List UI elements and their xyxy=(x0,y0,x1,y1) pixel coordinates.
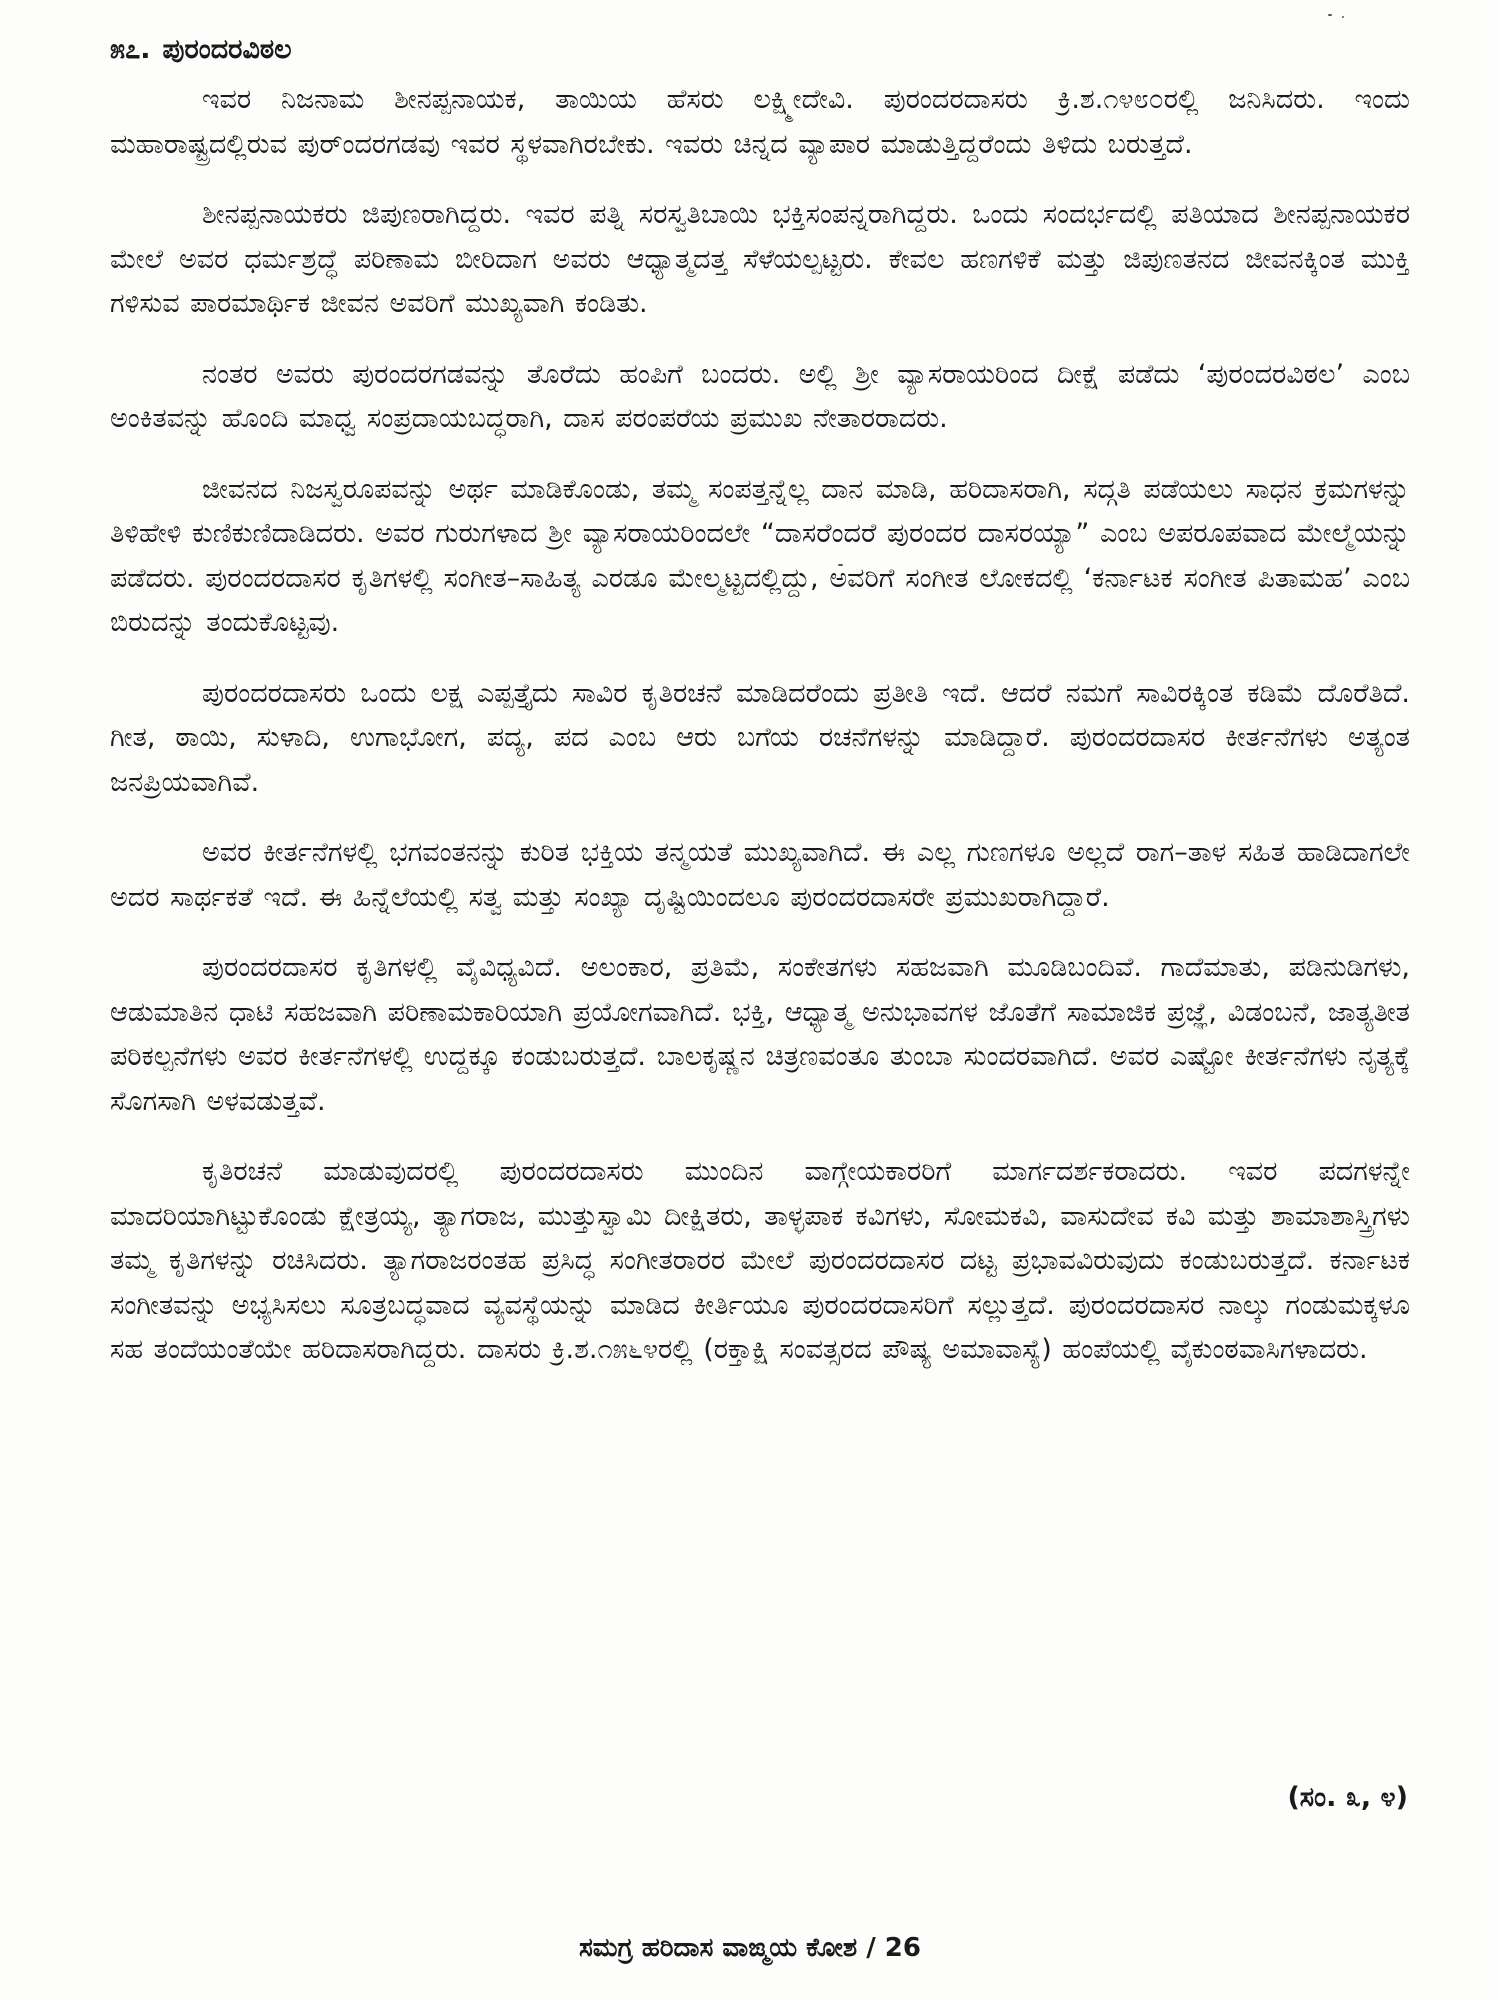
paragraph: ಪುರಂದರದಾಸರ ಕೃತಿಗಳಲ್ಲಿ ವೈವಿಧ್ಯವಿದೆ. ಅಲಂಕಾರ, ಪ್ರತಿಮೆ, ಸಂಕೇತಗಳು ಸಹಜವಾಗಿ ಮೂಡಿಬಂದಿವೆ. ಗಾದೆಮಾತು, ಪಡಿನುಡಿಗಳು, ಆಡುಮಾತಿನ ಧಾಟಿ ಸಹಜವಾಗಿ ಪರಿಣಾಮಕಾರಿಯಾಗಿ ಪ್ರಯೋಗವಾಗಿದೆ. ಭಕ್ತಿ, ಆಧ್ಯಾತ್ಮ ಅನುಭಾವಗಳ ಜೊತೆಗೆ ಸಾಮಾಜಿಕ ಪ್ರಜ್ಞೆ, ವಿಡಂಬನೆ, ಜಾತ್ಯತೀತ ಪರಿಕಲ್ಪನೆಗಳು ಅವರ ಕೀರ್ತನೆಗಳಲ್ಲಿ ಉದ್ದಕ್ಕೂ ಕಂಡುಬರುತ್ತದೆ. ಬಾಲಕೃಷ್ಣನ ಚಿತ್ರಣವಂತೂ ತುಂಬಾ ಸುಂದರವಾಗಿದೆ. ಅವರ ಎಷ್ಟೋ ಕೀರ್ತನೆಗಳು ನೃತ್ಯಕ್ಕೆ ಸೊಗಸಾಗಿ ಅಳವಡುತ್ತವೆ. xyxy=(110,952,1410,1117)
footer-separator: / xyxy=(866,1933,876,1963)
book-title: ಸಮಗ್ರ ಹರಿದಾಸ ವಾಙ್ಮಯ ಕೋಶ xyxy=(579,1933,858,1963)
scan-speck xyxy=(1342,16,1344,18)
paragraph: ಇವರ ನಿಜನಾಮ ಶೀನಪ್ಪನಾಯಕ, ತಾಯಿಯ ಹೆಸರು ಲಕ್ಷ್ಮೀದೇವಿ. ಪುರಂದರದಾಸರು ಕ್ರಿ.ಶ.೧೪೮೦ರಲ್ಲಿ ಜನಿಸಿದರು. ಇಂದು ಮಹಾರಾಷ್ಟ್ರದಲ್ಲಿರುವ ಪುರ್‍ಂದರಗಡವು ಇವರ ಸ್ಥಳವಾಗಿರಬೇಕು. ಇವರು ಚಿನ್ನದ ವ್ಯಾಪಾರ ಮಾಡುತ್ತಿದ್ದರೆಂದು ತಿಳಿದು ಬರುತ್ತದೆ. xyxy=(110,84,1410,160)
paragraph: ಕೃತಿರಚನೆ ಮಾಡುವುದರಲ್ಲಿ ಪುರಂದರದಾಸರು ಮುಂದಿನ ವಾಗ್ಗೇಯಕಾರರಿಗೆ ಮಾರ್ಗದರ್ಶಕರಾದರು. ಇವರ ಪದಗಳನ್ನೇ ಮಾದರಿಯಾಗಿಟ್ಟುಕೊಂಡು ಕ್ಷೇತ್ರಯ್ಯ, ತ್ಯಾಗರಾಜ, ಮುತ್ತುಸ್ವಾಮಿ ದೀಕ್ಷಿತರು, ತಾಳ್ಳಪಾಕ ಕವಿಗಳು, ಸೋಮಕವಿ, ವಾಸುದೇವ ಕವಿ ಮತ್ತು ಶಾಮಾಶಾಸ್ತ್ರಿಗಳು ತಮ್ಮ ಕೃತಿಗಳನ್ನು ರಚಿಸಿದರು. ತ್ಯಾಗರಾಜರಂತಹ ಪ್ರಸಿದ್ಧ ಸಂಗೀತರಾರರ ಮೇಲೆ ಪುರಂದರದಾಸರ ದಟ್ಟ ಪ್ರಭಾವವಿರುವುದು ಕಂಡುಬರುತ್ತದೆ. ಕರ್ನಾಟಕ ಸಂಗೀತವನ್ನು ಅಭ್ಯಸಿಸಲು ಸೂತ್ರಬದ್ಧವಾದ ವ್ಯವಸ್ಥೆಯನ್ನು ಮಾಡಿದ ಕೀರ್ತಿಯೂ ಪುರಂದರದಾಸರಿಗೆ ಸಲ್ಲುತ್ತದೆ. ಪುರಂದರದಾಸರ ನಾಲ್ಕು ಗಂಡುಮಕ್ಕಳೂ ಸಹ ತಂದೆಯಂತೆಯೇ ಹರಿದಾಸರಾಗಿದ್ದರು. ದಾಸರು ಕ್ರಿ.ಶ.೧೫೬೪ರಲ್ಲಿ (ರಕ್ತಾಕ್ಷಿ ಸಂವತ್ಸರದ ಪೌಷ್ಯ ಅಮಾವಾಸ್ಯೆ) ಹಂಪೆಯಲ್ಲಿ ವೈಕುಂಠವಾಸಿಗಳಾದರು. xyxy=(110,1156,1410,1365)
section-title: ಪುರಂದರವಿಠಲ xyxy=(162,34,292,65)
paragraph: ಅವರ ಕೀರ್ತನೆಗಳಲ್ಲಿ ಭಗವಂತನನ್ನು ಕುರಿತ ಭಕ್ತಿಯ ತನ್ಮಯತೆ ಮುಖ್ಯವಾಗಿದೆ. ಈ ಎಲ್ಲ ಗುಣಗಳೂ ಅಲ್ಲದೆ ರಾಗ–ತಾಳ ಸಹಿತ ಹಾಡಿದಾಗಲೇ ಅದರ ಸಾರ್ಥಕತೆ ಇದೆ. ಈ ಹಿನ್ನೆಲೆಯಲ್ಲಿ ಸತ್ವ ಮತ್ತು ಸಂಖ್ಯಾ ದೃಷ್ಟಿಯಿಂದಲೂ ಪುರಂದರದಾಸರೇ ಪ್ರಮುಖರಾಗಿದ್ದಾರೆ. xyxy=(110,837,1410,913)
citation: (ಸಂ. ೩, ೪) xyxy=(1287,1782,1408,1813)
scan-speck xyxy=(1328,14,1332,16)
section-number: ೫೭. xyxy=(110,34,151,65)
page-number: 26 xyxy=(884,1933,921,1963)
page-footer xyxy=(0,1928,1500,1968)
section-heading xyxy=(110,30,292,70)
paragraph: ಪುರಂದರದಾಸರು ಒಂದು ಲಕ್ಷ ಎಪ್ಪತ್ತೈದು ಸಾವಿರ ಕೃತಿರಚನೆ ಮಾಡಿದರೆಂದು ಪ್ರತೀತಿ ಇದೆ. ಆದರೆ ನಮಗೆ ಸಾವಿರಕ್ಕಿಂತ ಕಡಿಮೆ ದೊರೆತಿದೆ. ಗೀತ, ಠಾಯಿ, ಸುಳಾದಿ, ಉಗಾಭೋಗ, ಪದ್ಯ, ಪದ ಎಂಬ ಆರು ಬಗೆಯ ರಚನೆಗಳನ್ನು ಮಾಡಿದ್ದಾರೆ. ಪುರಂದರದಾಸರ ಕೀರ್ತನೆಗಳು ಅತ್ಯಂತ ಜನಪ್ರಿಯವಾಗಿವೆ. xyxy=(110,677,1410,798)
paragraph: ನಂತರ ಅವರು ಪುರಂದರಗಡವನ್ನು ತೊರೆದು ಹಂಪಿಗೆ ಬಂದರು. ಅಲ್ಲಿ ಶ್ರೀ ವ್ಯಾಸರಾಯರಿಂದ ದೀಕ್ಷೆ ಪಡೆದು ‘ಪುರಂದರವಿಠಲ’ ಎಂಬ ಅಂಕಿತವನ್ನು ಹೊಂದಿ ಮಾಧ್ವ ಸಂಪ್ರದಾಯಬದ್ಧರಾಗಿ, ದಾಸ ಪರಂಪರೆಯ ಪ್ರಮುಖ ನೇತಾರರಾದರು. xyxy=(110,358,1410,434)
paragraph: ಶೀನಪ್ಪನಾಯಕರು ಜಿಪುಣರಾಗಿದ್ದರು. ಇವರ ಪತ್ನಿ ಸರಸ್ವತಿಬಾಯಿ ಭಕ್ತಿಸಂಪನ್ನರಾಗಿದ್ದರು. ಒಂದು ಸಂದರ್ಭದಲ್ಲಿ ಪತಿಯಾದ ಶೀನಪ್ಪನಾಯಕರ ಮೇಲೆ ಅವರ ಧರ್ಮಶ್ರದ್ಧೆ ಪರಿಣಾಮ ಬೀರಿದಾಗ ಅವರು ಆಧ್ಯಾತ್ಮದತ್ತ ಸೆಳೆಯಲ್ಪಟ್ಟರು. ಕೇವಲ ಹಣಗಳಿಕೆ ಮತ್ತು ಜಿಪುಣತನದ ಜೀವನಕ್ಕಿಂತ ಮುಕ್ತಿ ಗಳಿಸುವ ಪಾರಮಾರ್ಥಿಕ ಜೀವನ ಅವರಿಗೆ ಮುಖ್ಯವಾಗಿ ಕಂಡಿತು. xyxy=(110,199,1410,319)
paragraph: ಜೀವನದ ನಿಜಸ್ವರೂಪವನ್ನು ಅರ್ಥ ಮಾಡಿಕೊಂಡು, ತಮ್ಮ ಸಂಪತ್ತನ್ನೆಲ್ಲ ದಾನ ಮಾಡಿ, ಹರಿದಾಸರಾಗಿ, ಸದ್ಗತಿ ಪಡೆಯಲು ಸಾಧನ ಕ್ರಮಗಳನ್ನು ತಿಳಿಹೇಳಿ ಕುಣಿಕುಣಿದಾಡಿದರು. ಅವರ ಗುರುಗಳಾದ ಶ್ರೀ ವ್ಯಾಸರಾಯರಿಂದಲೇ “ದಾಸರೆಂದರೆ ಪುರಂದರ ದಾಸರಯ್ಯಾ” ಎಂಬ ಅಪರೂಪವಾದ ಮೇಲ್ಮೆಯನ್ನು ಪಡೆದರು. ಪುರಂದರದಾಸರ ಕೃತಿಗಳಲ್ಲಿ ಸಂಗೀತ–ಸಾಹಿತ್ಯ ಎರಡೂ ಮೇಲ್ಮಟ್ಟದಲ್ಲಿದ್ದು, ಅವರಿಗೆ ಸಂಗೀತ ಲೋಕದಲ್ಲಿ ‘ಕರ್ನಾಟಕ ಸಂಗೀತ ಪಿತಾಮಹ’ ಎಂಬ ಬಿರುದನ್ನು ತಂದುಕೊಟ್ಟವು. xyxy=(110,473,1410,638)
article-body xyxy=(110,78,1410,1399)
